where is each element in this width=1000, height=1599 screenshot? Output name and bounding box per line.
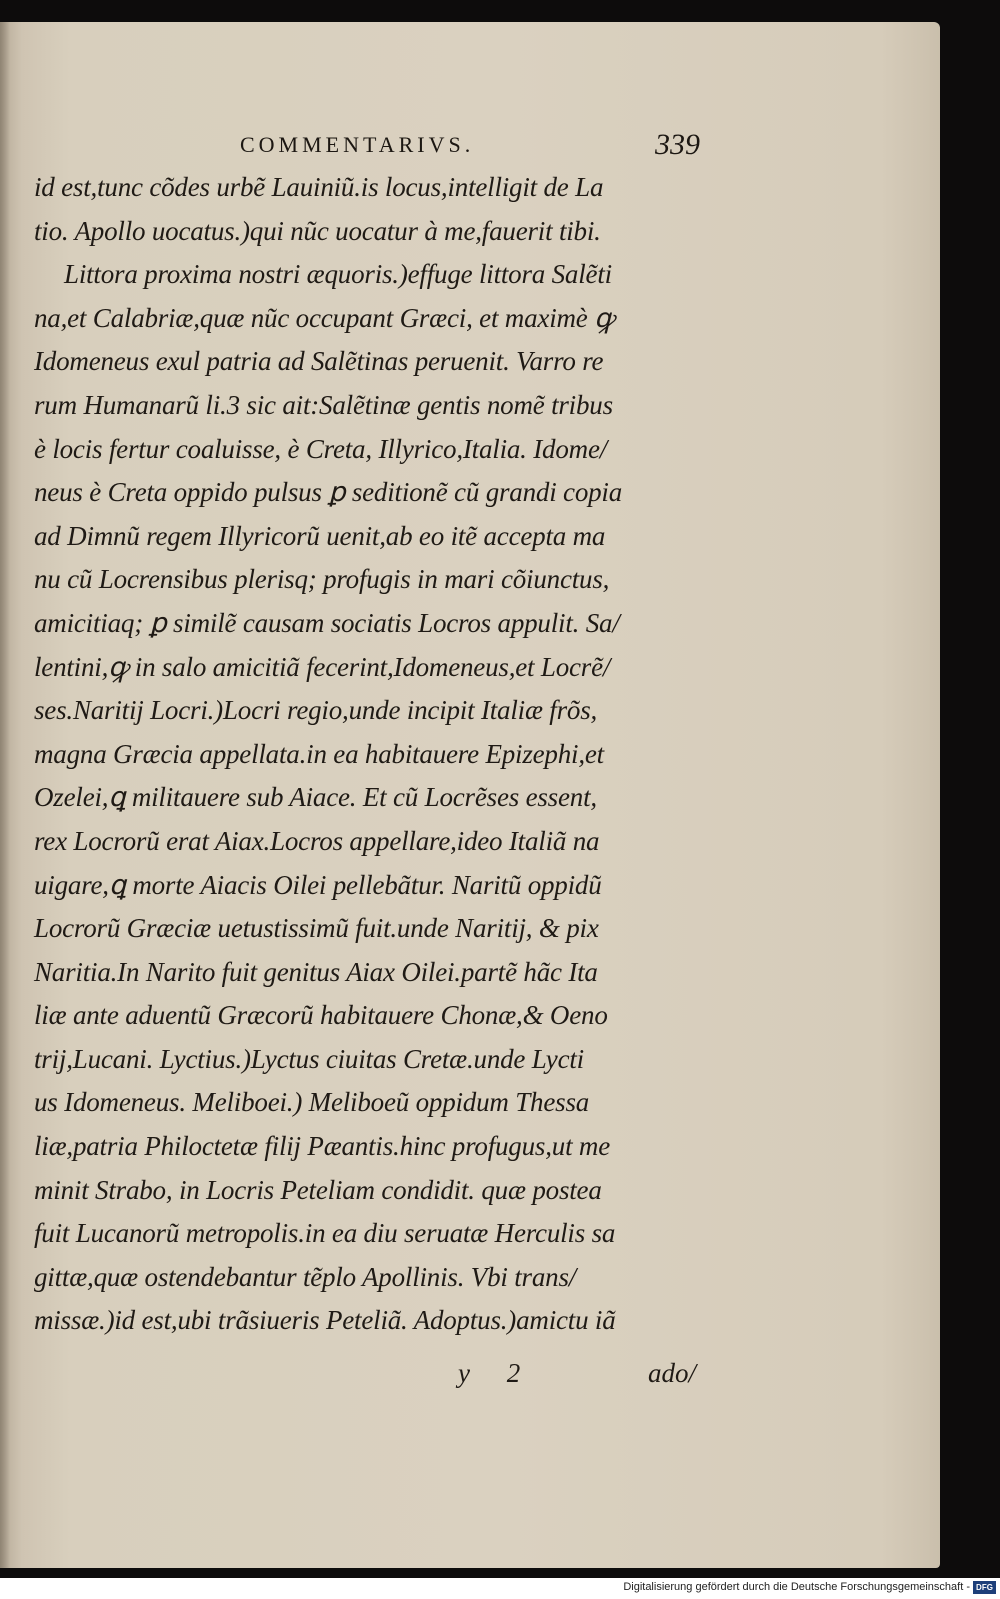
book-page — [0, 22, 940, 1568]
text-line: amicitiaq; ꝑ similẽ causam sociatis Locros appulit. Sa/ — [34, 607, 620, 638]
text-line: na,et Calabriæ,quæ nũc occupant Græci, et maximè ꝙ — [34, 302, 615, 333]
signature-line — [0, 1358, 940, 1398]
signature-mark: y 2 — [458, 1358, 521, 1388]
text-line: Ozelei,ꝗ militauere sub Aiace. Et cũ Locrẽses essent, — [34, 782, 597, 813]
text-line: id est,tunc cõdes urbẽ Lauiniũ.is locus,intelligit de La — [34, 172, 604, 202]
text-line: Idomeneus exul patria ad Salẽtinas peruenit. Varro re — [34, 346, 604, 377]
text-line: minit Strabo, in Locris Peteliam condidit. quæ postea — [34, 1174, 602, 1205]
text-line: lentini,ꝙ in salo amicitiã fecerint,Idomeneus,et Locrẽ/ — [34, 651, 611, 682]
text-line: rex Locrorũ erat Aiax.Locros appellare,ideo Italiã na — [34, 825, 600, 856]
page-number: 339 — [655, 128, 700, 161]
text-line: magna Græcia appellata.in ea habitauere Epizephi,et — [34, 738, 604, 769]
funding-credit: Digitalisierung gefördert durch die Deutsche Forschungsgemeinschaft - — [623, 1581, 970, 1593]
text-line: neus è Creta oppido pulsus ꝑ seditionẽ cũ grandi copia — [34, 477, 623, 508]
text-line: fuit Lucanorũ metropolis.in ea diu seruatæ Herculis sa — [34, 1218, 616, 1249]
text-line: liæ,patria Philoctetæ filij Pæantis.hinc profugus,ut me — [34, 1131, 610, 1162]
catchword: ado/ — [648, 1358, 697, 1388]
text-line: Littora proxima nostri æquoris.)effuge littora Salẽti — [64, 259, 612, 290]
text-block — [34, 166, 704, 1343]
text-line: è locis fertur coaluisse, è Creta, Illyrico,Italia. Idome/ — [34, 433, 608, 464]
text-line: us Idomeneus. Meliboei.) Meliboeũ oppidum Thessa — [34, 1087, 590, 1118]
text-line: Locrorũ Græciæ uetustissimũ fuit.unde Naritij, & pix — [34, 913, 599, 944]
text-line: ses.Naritij Locri.)Locri regio,unde incipit Italiæ frõs, — [34, 695, 598, 726]
text-line: ad Dimnũ regem Illyricorũ uenit,ab eo itẽ accepta ma — [34, 520, 606, 551]
running-head: COMMENTARIVS. — [240, 132, 475, 157]
dfg-logo-icon: DFG — [973, 1581, 996, 1594]
text-line: uigare,ꝗ morte Aiacis Oilei pellebãtur. Naritũ oppidũ — [34, 869, 602, 900]
text-line: tio. Apollo uocatus.)qui nũc uocatur à me,fauerit tibi. — [34, 215, 601, 246]
text-line: liæ ante aduentũ Græcorũ habitauere Chonæ,& Oeno — [34, 1000, 608, 1031]
text-line: Naritia.In Narito fuit genitus Aiax Oilei.partẽ hãc Ita — [34, 956, 598, 987]
text-line: trij,Lucani. Lyctius.)Lyctus ciuitas Cretæ.unde Lycti — [34, 1043, 584, 1074]
text-line: rum Humanarũ li.3 sic ait:Salẽtinæ gentis nomẽ tribus — [34, 389, 613, 420]
digitization-footer — [0, 1578, 1000, 1599]
text-line: nu cũ Locrensibus plerisq; profugis in mari cõiunctus, — [34, 564, 610, 595]
text-line: gittæ,quæ ostendebantur tẽplo Apollinis. Vbi trans/ — [34, 1261, 577, 1292]
text-line: missæ.)id est,ubi trãsiueris Peteliã. Adoptus.)amictu iã — [34, 1305, 616, 1336]
page-header — [240, 128, 700, 168]
